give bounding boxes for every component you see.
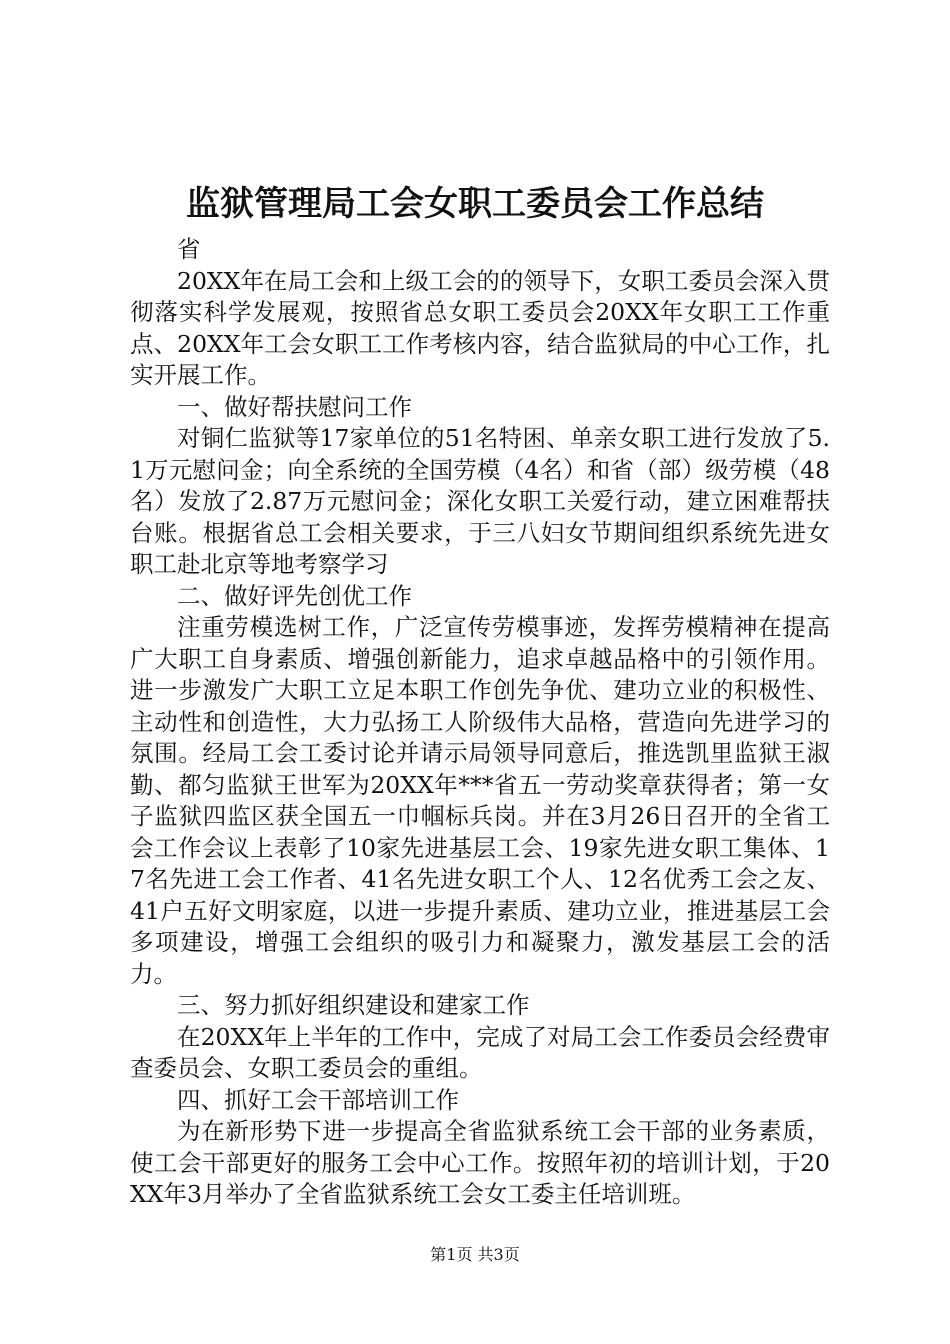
section-heading-2: 二、做好评先创优工作 [177,581,412,610]
paragraph-section-2: 注重劳模选树工作，广泛宣传劳模事迹，发挥劳模精神在提高广大职工自身素质、增强创新能力，追求卓越品格中的引领作用。进一步激发广大职工立足本职工作创先争优、建功立业的积极性、主动性和创造性，大力弘扬工人阶级伟大品格，营造向先进学习的氛围。经局工会工委讨论并请示局领导同意后，推选凯里监狱王淑勤、都匀监狱王世军为20XX年***省五一劳动奖章获得者；第一女子监狱四监区获全国五一巾帼标兵岗。并在3月26日召开的全省工会工作会议上表彰了10家先进基层工会、19家先进女职工集体、17名先进工会工作者、41名先进女职工个人、12名优秀工会之友、41户五好文明家庭，以进一步提升素质、建功立业，推进基层工会多项建设，增强工会组织的吸引力和凝聚力，激发基层工会的活力。 [130,613,830,988]
section-heading-4: 四、抓好工会干部培训工作 [177,1085,459,1114]
paragraph-section-1: 对铜仁监狱等17家单位的51名特困、单亲女职工进行发放了5.1万元慰问金；向全系统的全国劳模（4名）和省（部）级劳模（48名）发放了2.87万元慰问金；深化女职工关爱行动，建立困难帮扶台账。根据省总工会相关要求，于三八妇女节期间组织系统先进女职工赴北京等地考察学习 [130,424,830,578]
document-title: 监狱管理局工会女职工委员会工作总结 [186,184,764,224]
document-body [130,234,830,1211]
section-heading-3: 三、努力抓好组织建设和建家工作 [177,991,530,1019]
paragraph-province: 省 [177,235,201,263]
section-heading-1: 一、做好帮扶慰问工作 [177,392,412,421]
page-footer: 第1页 共3页 [430,1245,520,1264]
paragraph-intro: 20XX年在局工会和上级工会的的领导下，女职工委员会深入贯彻落实科学发展观，按照省总女职工委员会20XX年女职工工作重点、20XX年工会女职工工作考核内容，结合监狱局的中心工作，扎实开展工作。 [130,266,830,389]
paragraph-section-3: 在20XX年上半年的工作中，完成了对局工会工作委员会经费审查委员会、女职工委员会的重组。 [130,1022,830,1082]
paragraph-section-4: 为在新形势下进一步提高全省监狱系统工会干部的业务素质，使工会干部更好的服务工会中心工作。按照年初的培训计划，于20XX年3月举办了全省监狱系统工会女工委主任培训班。 [130,1117,830,1208]
